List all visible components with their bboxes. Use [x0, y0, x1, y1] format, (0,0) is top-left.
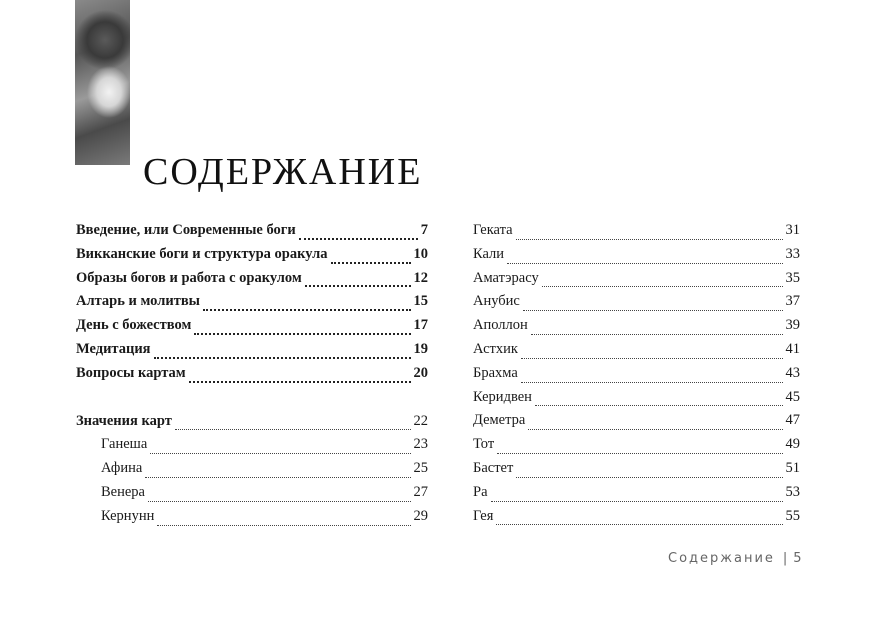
dot-leader — [535, 405, 783, 406]
dot-leader — [299, 238, 418, 240]
toc-sub-entry[interactable] — [473, 270, 800, 294]
toc-entry[interactable] — [76, 246, 428, 270]
toc-entry-page: 33 — [785, 245, 800, 262]
toc-entry-label: Бастет — [473, 459, 514, 476]
toc-entry-label: Брахма — [473, 364, 518, 381]
toc-entry-page: 17 — [413, 317, 428, 334]
toc-entry-page: 35 — [785, 269, 800, 286]
toc-sub-entry[interactable] — [473, 246, 800, 270]
toc-entry-label: Ра — [473, 483, 488, 500]
toc-entry-label: Тот — [473, 436, 495, 453]
toc-entry-label: Введение, или Современные боги — [76, 222, 296, 238]
toc-entry-page: 45 — [785, 388, 800, 405]
page-title: СОДЕРЖАНИЕ — [143, 151, 423, 194]
page-footer — [668, 551, 804, 566]
toc-entry-page: 19 — [413, 340, 428, 357]
toc-entry-page: 41 — [785, 340, 800, 357]
toc-sub-entry[interactable] — [473, 222, 800, 246]
toc-entry-page: 10 — [413, 245, 428, 262]
dot-leader — [194, 333, 410, 335]
toc-sub-entry[interactable] — [76, 460, 428, 484]
dot-leader — [175, 429, 411, 430]
dot-leader — [150, 453, 410, 454]
toc-entry-page: 22 — [413, 412, 428, 429]
toc-entry-label: Образы богов и работа с оракулом — [76, 269, 302, 286]
toc-entry-label: Деметра — [473, 412, 526, 429]
dot-leader — [305, 285, 411, 287]
toc-entry-page: 20 — [413, 364, 428, 381]
dot-leader — [523, 310, 783, 311]
toc-entry[interactable] — [76, 317, 428, 341]
toc-entry-page: 51 — [785, 459, 800, 476]
toc-entry-page: 29 — [413, 507, 428, 524]
toc-entry-label: Аматэрасу — [473, 269, 539, 286]
dot-leader — [516, 477, 782, 478]
toc-entry-label: Ганеша — [101, 436, 148, 453]
toc-entry[interactable] — [76, 365, 428, 389]
toc-entry-page: 37 — [785, 293, 800, 310]
dot-leader — [496, 524, 782, 525]
toc-sub-entry[interactable] — [473, 508, 800, 532]
dot-leader — [542, 286, 783, 287]
toc-entry-label: Геката — [473, 222, 513, 238]
toc-entry-label: Астхик — [473, 340, 518, 357]
toc-entry-label: Вопросы картам — [76, 364, 186, 381]
dot-leader — [331, 262, 411, 264]
toc-sub-entry[interactable] — [473, 341, 800, 365]
toc-entry-label: Кернунн — [101, 507, 155, 524]
toc-entry-page: 43 — [785, 364, 800, 381]
toc-entry-label: Гея — [473, 507, 494, 524]
toc-entry-page: 53 — [785, 483, 800, 500]
toc-entry-label: Афина — [101, 460, 143, 477]
toc-sub-entry[interactable] — [76, 508, 428, 532]
dot-leader — [154, 357, 411, 359]
toc-entry-label: Медитация — [76, 340, 151, 357]
toc-entry-label: Кали — [473, 245, 505, 262]
toc-entry-page: 39 — [785, 317, 800, 334]
toc-sub-entry[interactable] — [473, 293, 800, 317]
toc-sub-entry[interactable] — [473, 365, 800, 389]
dot-leader — [528, 429, 782, 430]
toc-entry-label: Анубис — [473, 293, 520, 310]
toc-sub-entry[interactable] — [473, 389, 800, 413]
toc-sub-entry[interactable] — [76, 436, 428, 460]
toc-entry-label: Викканские боги и структура оракула — [76, 245, 328, 262]
toc-sub-entry[interactable] — [473, 412, 800, 436]
dot-leader — [531, 334, 783, 335]
dot-leader — [521, 382, 783, 383]
dot-leader — [521, 358, 783, 359]
toc-entry-page: 49 — [785, 436, 800, 453]
dot-leader — [497, 453, 782, 454]
toc-entry-page: 25 — [413, 460, 428, 477]
toc-entry-page: 15 — [413, 293, 428, 310]
toc-entry-page: 23 — [413, 436, 428, 453]
dot-leader — [189, 381, 411, 383]
toc-entry-label: Алтарь и молитвы — [76, 293, 201, 310]
toc-entry-label: Значения карт — [76, 412, 172, 429]
footer-section-title: Содержание — [668, 551, 775, 566]
toc-entry[interactable] — [76, 293, 428, 317]
dot-leader — [157, 525, 410, 526]
toc-entry-label: Керидвен — [473, 388, 532, 405]
toc-entry-page: 55 — [785, 507, 800, 524]
dot-leader — [507, 263, 782, 264]
dot-leader — [491, 501, 783, 502]
toc-sub-entry[interactable] — [473, 436, 800, 460]
toc-entry-page: 7 — [420, 222, 428, 238]
toc-entry-page: 47 — [785, 412, 800, 429]
toc-left-column — [76, 222, 428, 532]
toc-entry[interactable] — [76, 270, 428, 294]
toc-entry[interactable] — [76, 341, 428, 365]
toc-section-entry[interactable] — [76, 413, 428, 437]
toc-entry-label: День с божеством — [76, 317, 192, 334]
portrait-image — [75, 0, 130, 165]
toc-sub-entry[interactable] — [76, 484, 428, 508]
toc-entry-label: Аполлон — [473, 317, 528, 334]
dot-leader — [145, 477, 410, 478]
toc-sub-entry[interactable] — [473, 460, 800, 484]
dot-leader — [148, 501, 411, 502]
toc-entry-page: 27 — [413, 483, 428, 500]
page-number: 5 — [793, 551, 804, 566]
toc-entry[interactable] — [76, 222, 428, 246]
toc-entry-page: 12 — [413, 269, 428, 286]
toc-sub-entry[interactable] — [473, 484, 800, 508]
toc-entry-label: Венера — [101, 483, 145, 500]
dot-leader — [516, 239, 783, 240]
dot-leader — [203, 309, 410, 311]
toc-right-column — [473, 222, 800, 531]
footer-separator: | — [782, 551, 790, 566]
toc-sub-entry[interactable] — [473, 317, 800, 341]
toc-entry-page: 31 — [785, 222, 800, 238]
spacer — [76, 389, 428, 413]
